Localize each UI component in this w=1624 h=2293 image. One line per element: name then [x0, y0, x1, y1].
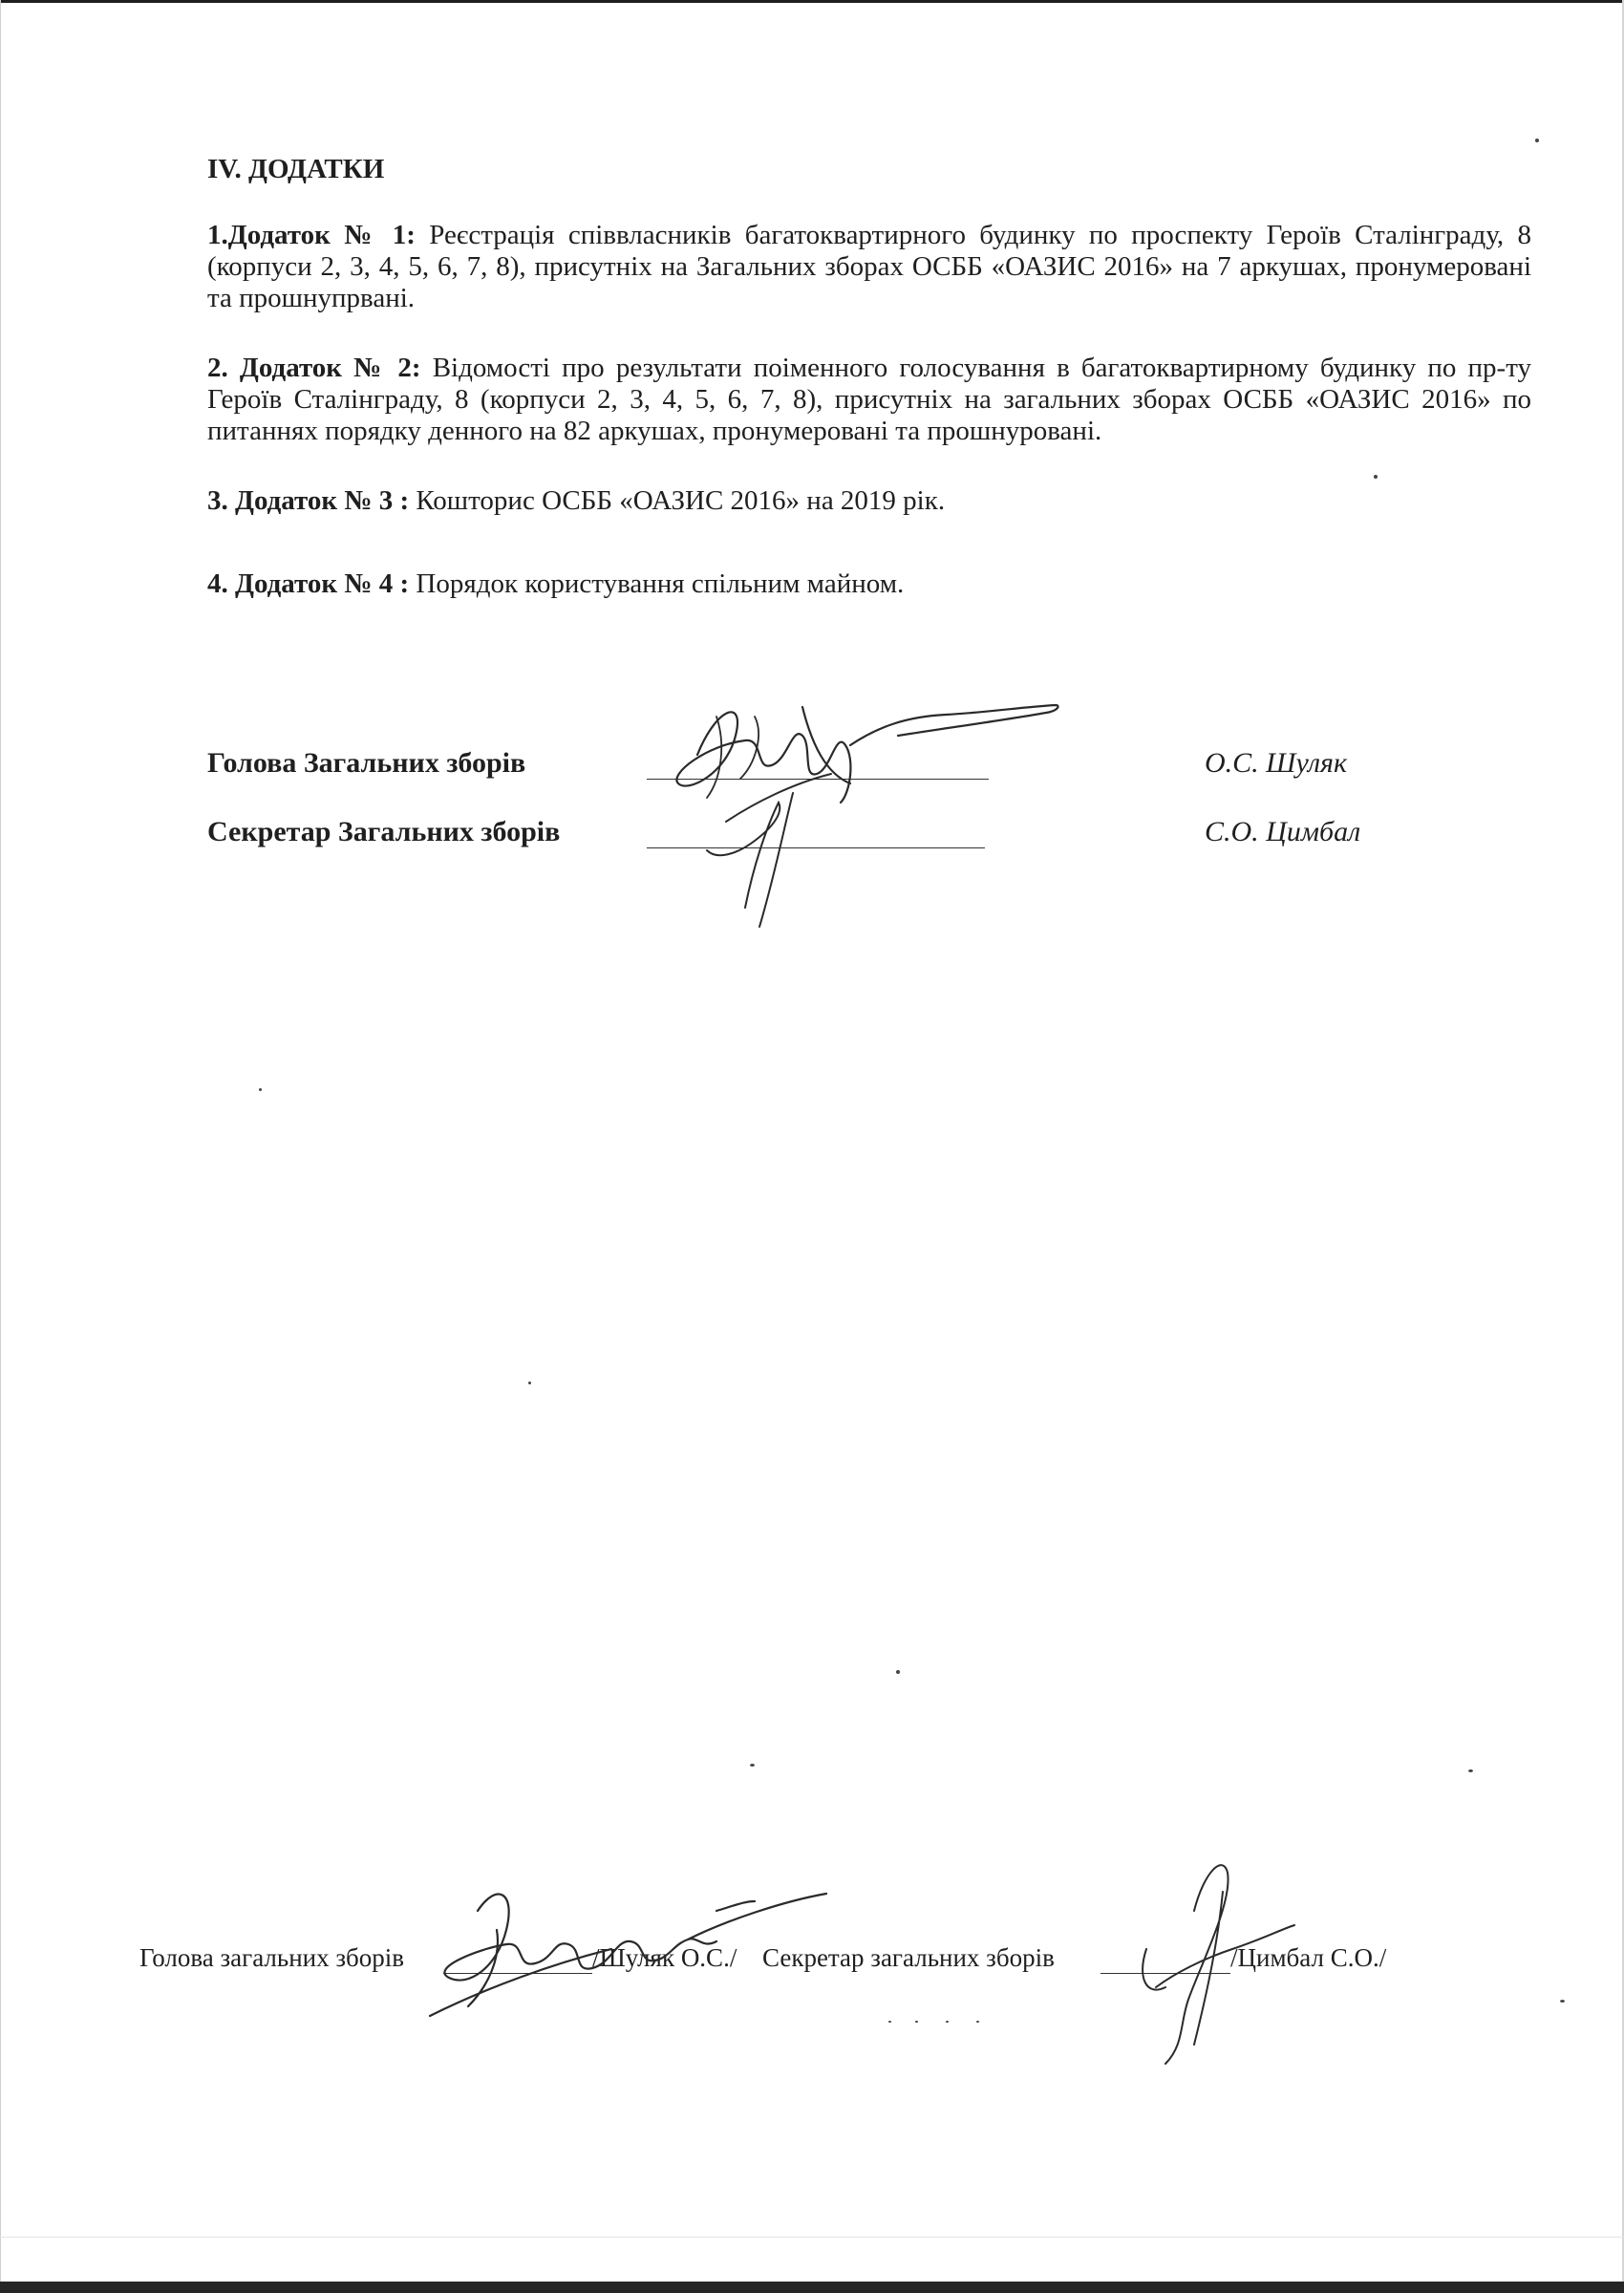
appendix-4-text: Порядок користування спільним майном.	[409, 568, 905, 599]
appendix-2-label: 2. Додаток № 2:	[207, 353, 421, 383]
scan-speck	[1374, 475, 1378, 479]
scan-speck	[896, 1670, 900, 1674]
chair-name: О.С. Шуляк	[1205, 747, 1348, 779]
appendix-3-text: Кошторис ОСББ «ОАЗИС 2016» на 2019 рік.	[409, 485, 946, 516]
appendix-2	[207, 353, 1531, 447]
footer-secretary-handwritten-signature	[1099, 1854, 1309, 2083]
appendices-section	[207, 143, 1531, 600]
appendix-1-label: 1.Додаток № 1:	[207, 220, 416, 250]
scan-speck	[1535, 139, 1539, 142]
footer-chair-handwritten-signature	[411, 1873, 831, 2045]
chair-label: Голова Загальних зборів	[207, 747, 526, 779]
scan-speck	[1468, 1769, 1473, 1772]
appendix-1	[207, 220, 1531, 314]
footer-secretary-label: Секретар загальних зборів	[762, 1943, 1055, 1972]
scan-speck	[976, 2021, 979, 2023]
scan-speck	[915, 2021, 918, 2023]
footer-chair-name: /Шуляк О.С./	[592, 1943, 737, 1972]
scan-artifact-line	[0, 2237, 1624, 2238]
scan-speck	[1560, 2000, 1565, 2003]
scan-speck	[750, 1764, 755, 1767]
appendix-4-label: 4. Додаток № 4 :	[207, 568, 410, 599]
scan-speck	[528, 1382, 531, 1384]
secretary-name: С.О. Цимбал	[1205, 816, 1361, 847]
appendix-4	[207, 568, 1531, 600]
scan-speck	[888, 2021, 891, 2023]
scan-speck	[259, 1088, 262, 1091]
secretary-label: Секретар Загальних зборів	[207, 816, 561, 847]
footer-secretary-name: /Цимбал С.О./	[1230, 1943, 1387, 1972]
appendix-1-text: Реєстрація співвласників багатоквартирного будинку по проспекту Героїв Сталінграду, 8 (корпуси 2, 3, 4, 5, 6, 7, 8), присутніх на Загальних зборах ОСББ «ОАЗИС 2016» на 7 аркушах, пронумеровані та прошнупрвані.	[207, 220, 1531, 313]
footer-chair-label: Голова загальних зборів	[139, 1943, 405, 1972]
appendix-3	[207, 485, 1531, 517]
appendix-2-text: Відомості про результати поіменного голосування в багатоквартирному будинку по пр-ту Героїв Сталінграду, 8 (корпуси 2, 3, 4, 5, 6, 7, 8), присутніх на загальних зборах ОСББ «ОАЗИС 2016» по питаннях порядку денного на 82 аркушах, пронумеровані та прошнуровані.	[207, 353, 1532, 446]
scan-edge-left	[0, 0, 1, 2293]
section-heading: IV. ДОДАТКИ	[207, 154, 385, 184]
scan-speck	[946, 2021, 949, 2023]
secretary-handwritten-signature	[688, 764, 879, 936]
scan-edge-bottom	[0, 2282, 1624, 2293]
appendix-3-label: 3. Додаток № 3 :	[207, 485, 410, 516]
scan-edge-top	[0, 0, 1624, 3]
